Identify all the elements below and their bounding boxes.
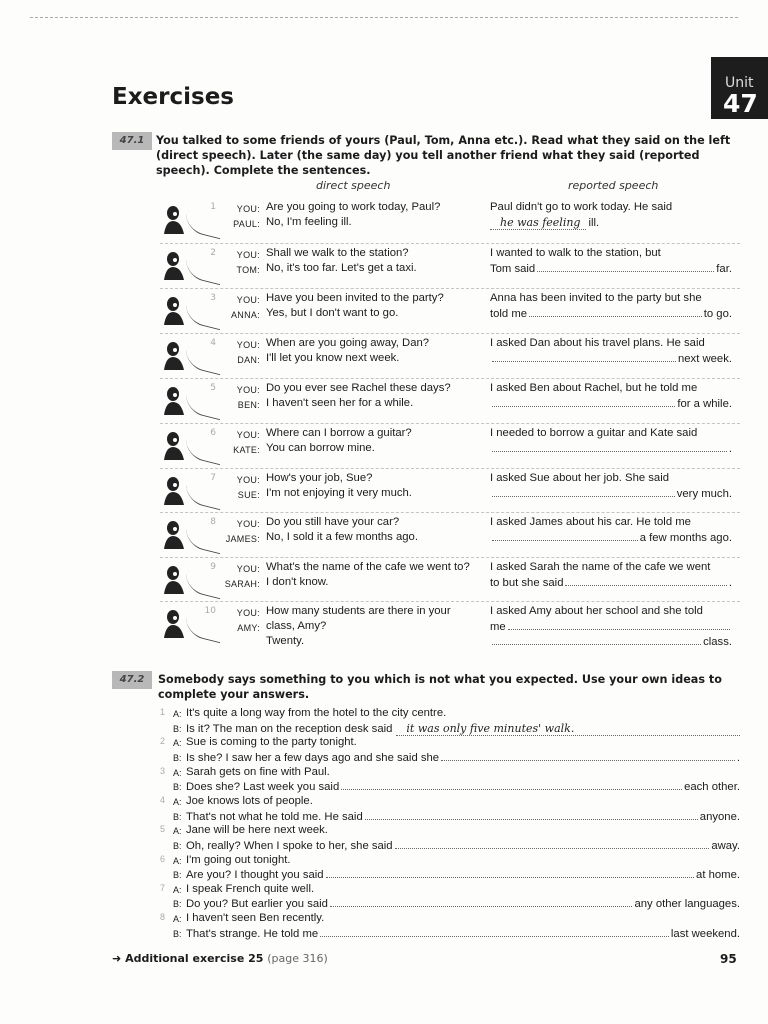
line-a-text: Sarah gets on fine with Paul. (186, 765, 330, 778)
top-rule (30, 17, 738, 18)
direct-speech-line-1: Have you been invited to the party? (266, 292, 444, 304)
handwritten-answer: it was only five minutes' walk. (396, 722, 740, 736)
reported-prefix: told me (490, 308, 528, 320)
line-b-answer[interactable] (186, 839, 740, 852)
exercise-2-line-a (160, 912, 740, 927)
speech-line (186, 440, 220, 465)
direct-speech-line-2: No, it's too far. Let's get a taxi. (266, 262, 417, 274)
item-number: 4 (210, 338, 216, 348)
reported-speech-line-1: I asked Amy about her school and she told (490, 605, 703, 617)
reported-answer-line[interactable] (490, 262, 732, 275)
line-a-text: Jane will be here next week. (186, 824, 328, 837)
exercise-2-line-a (160, 766, 740, 781)
exercise-2-line-b[interactable] (160, 868, 740, 883)
line-b-prefix: Is she? I saw her a few days ago and she said she (186, 751, 440, 764)
speaker-you: YOU: (236, 475, 260, 485)
direct-speech-line-1: Where can I borrow a guitar? (266, 427, 412, 439)
speaker-you: YOU: (236, 385, 260, 395)
exercise-1-item (160, 512, 740, 557)
answer-blank[interactable] (492, 531, 638, 541)
person-icon (162, 250, 188, 280)
speaker-friend: PAUL: (233, 219, 260, 229)
speaker-b: B: (173, 811, 182, 822)
item-number: 1 (160, 707, 166, 717)
speech-line (186, 260, 220, 285)
direct-speech-line-1: What's the name of the cafe we went to? (266, 561, 470, 573)
reported-suffix: class. (703, 636, 732, 648)
unit-label: Unit (725, 75, 754, 91)
exercise-1-item (160, 333, 740, 378)
reported-prefix: Tom said (490, 263, 536, 275)
speaker-you: YOU: (236, 519, 260, 529)
line-b-prefix: Oh, really? When I spoke to her, she said (186, 839, 393, 852)
reported-answer-line[interactable] (490, 487, 732, 500)
exercise-2-line-a (160, 824, 740, 839)
direct-speech-line-1: How's your job, Sue? (266, 472, 373, 484)
exercise-2-line-b[interactable] (160, 927, 740, 942)
line-b-prefix: That's not what he told me. He said (186, 810, 363, 823)
reported-answer-line[interactable] (490, 397, 732, 410)
line-b-answer[interactable] (186, 722, 740, 736)
direct-speech-line-1: Do you still have your car? (266, 516, 400, 528)
reported-suffix: very much. (676, 488, 732, 500)
speaker-b: B: (173, 840, 182, 851)
speech-line (186, 350, 220, 375)
exercise-number-1: 47.1 (112, 132, 152, 150)
reported-suffix: for a while. (677, 398, 732, 410)
unit-badge (711, 57, 768, 119)
speaker-friend: JAMES: (225, 534, 260, 544)
speaker-a: A: (173, 738, 182, 749)
item-number: 8 (210, 517, 216, 527)
exercise-2-line-b[interactable] (160, 897, 740, 912)
answer-blank[interactable] (492, 635, 701, 645)
direct-speech-line-1: Are you going to work today, Paul? (266, 201, 441, 213)
person-icon (162, 430, 188, 460)
answer-blank[interactable] (508, 620, 730, 630)
speaker-b: B: (173, 752, 182, 763)
line-b-answer[interactable] (186, 780, 740, 793)
exercise-2-line-b[interactable] (160, 839, 740, 854)
speech-line (186, 529, 220, 554)
line-a-text: Joe knows lots of people. (186, 794, 313, 807)
reported-answer-line[interactable] (490, 216, 732, 230)
exercise-1-item (160, 288, 740, 333)
speaker-friend: SARAH: (224, 579, 260, 589)
line-b-answer[interactable] (186, 927, 740, 940)
speaker-a: A: (173, 826, 182, 837)
answer-blank[interactable] (395, 839, 710, 849)
reported-speech-line-1: I asked Sarah the name of the cafe we went (490, 561, 711, 573)
reported-prefix: to but she said (490, 577, 564, 589)
line-b-suffix: anyone. (699, 810, 740, 823)
reported-speech-line-1: I asked James about his car. He told me (490, 516, 691, 528)
item-number: 7 (160, 882, 166, 893)
item-number: 6 (160, 853, 166, 864)
speech-line (186, 214, 220, 239)
item-number: 2 (210, 248, 216, 258)
reported-answer-line-2[interactable] (490, 635, 732, 648)
item-number: 5 (160, 824, 166, 835)
speaker-friend: ANNA: (230, 310, 260, 320)
exercise-2-line-a (160, 707, 740, 722)
item-number: 9 (210, 562, 216, 572)
line-b-suffix: last weekend. (670, 927, 740, 940)
direct-speech-line-2: I don't know. (266, 576, 329, 588)
reported-answer-line[interactable] (490, 307, 732, 320)
line-b-answer[interactable] (186, 897, 740, 910)
person-icon (162, 340, 188, 370)
reported-speech-line-1: Anna has been invited to the party but she (490, 292, 702, 304)
line-a-text: I'm going out tonight. (186, 853, 291, 866)
line-a-text: I speak French quite well. (186, 882, 315, 895)
exercise-2-line-a (160, 883, 740, 898)
line-a-text: I haven't seen Ben recently. (186, 912, 325, 925)
reported-suffix: a few months ago. (639, 532, 732, 544)
exercise-1-instruction: You talked to some friends of yours (Paul, Tom, Anna etc.). Read what they said on the left (direct speech). Later (the same day) you tell another friend what they said (reported speech). Complete the sentences. (156, 134, 731, 177)
reported-speech-line-1: I wanted to walk to the station, but (490, 247, 661, 259)
answer-blank[interactable] (492, 442, 727, 452)
line-b-prefix: Is it? The man on the reception desk said (186, 722, 393, 735)
item-number: 2 (160, 736, 166, 747)
direct-speech-line-2: No, I'm feeling ill. (266, 216, 352, 228)
exercise-number-2: 47.2 (112, 671, 152, 689)
speaker-b: B: (173, 782, 182, 793)
line-b-suffix: . (736, 751, 740, 764)
exercise-2-line-b[interactable] (160, 722, 740, 737)
speaker-a: A: (173, 796, 182, 807)
direct-speech-line-2: I'm not enjoying it very much. (266, 487, 412, 499)
exercise-1-item (160, 468, 740, 513)
direct-speech-line-2: You can borrow mine. (266, 442, 375, 454)
footer-additional-exercise[interactable] (112, 952, 328, 965)
exercise-1-item (160, 243, 740, 288)
item-number: 1 (210, 202, 216, 212)
reported-prefix: me (490, 621, 506, 633)
answer-blank[interactable] (537, 262, 714, 272)
answer-blank[interactable] (492, 352, 676, 362)
exercise-2-line-a (160, 854, 740, 869)
line-b-suffix: any other languages. (634, 898, 740, 911)
exercise-2-line-a (160, 795, 740, 810)
speaker-b: B: (173, 899, 182, 910)
exercise-1-item (160, 601, 740, 646)
reported-suffix: far. (716, 263, 732, 275)
speech-line (186, 618, 220, 643)
answer-blank[interactable] (565, 576, 726, 586)
reported-speech-line-1: I asked Ben about Rachel, but he told me (490, 382, 698, 394)
reported-answer-line[interactable] (490, 531, 732, 544)
speaker-you: YOU: (236, 340, 260, 350)
speaker-friend: KATE: (233, 445, 260, 455)
exercise-1-item (160, 557, 740, 602)
exercise-1-item (160, 198, 740, 242)
reported-suffix: . (728, 577, 732, 589)
exercise-2-instruction: Somebody says something to you which is not what you expected. Use your own ideas to complete your answers. (158, 673, 722, 701)
direct-speech-line-1: How many students are there in your (266, 605, 451, 617)
speaker-friend: SUE: (237, 490, 260, 500)
reported-suffix: . (728, 443, 732, 455)
person-icon (162, 475, 188, 505)
item-number: 3 (160, 765, 166, 776)
speaker-you: YOU: (236, 430, 260, 440)
speaker-a: A: (173, 914, 182, 925)
speech-line (186, 485, 220, 510)
speaker-you: YOU: (236, 608, 260, 618)
answer-blank[interactable] (341, 780, 682, 790)
item-number: 7 (210, 473, 216, 483)
reported-speech-line-1: I asked Sue about her job. She said (490, 472, 669, 484)
line-b-suffix: at home. (696, 869, 740, 882)
item-number: 4 (160, 794, 166, 805)
page-number: 95 (720, 952, 737, 966)
direct-speech-line-2: I'll let you know next week. (266, 352, 400, 364)
direct-speech-line-1: Do you ever see Rachel these days? (266, 382, 451, 394)
speech-line (186, 574, 220, 599)
line-b-suffix: away. (711, 839, 740, 852)
answer-blank[interactable] (441, 751, 735, 761)
speaker-b: B: (173, 723, 182, 734)
person-icon (162, 204, 188, 234)
exercise-2-line-b[interactable] (160, 780, 740, 795)
answer-blank[interactable] (365, 810, 698, 820)
line-a-text: Sue is coming to the party tonight. (186, 736, 357, 749)
speaker-you: YOU: (236, 204, 260, 214)
speaker-a: A: (173, 855, 182, 866)
exercise-1-item (160, 378, 740, 423)
direct-speech-line-1: When are you going away, Dan? (266, 337, 430, 349)
answer-blank[interactable] (320, 927, 669, 937)
line-b-answer[interactable] (186, 868, 740, 881)
line-b-answer[interactable] (186, 810, 740, 823)
exercise-2-line-b[interactable] (160, 810, 740, 825)
item-number: 8 (160, 912, 166, 923)
direct-speech-line-1b: class, Amy? (266, 620, 327, 632)
unit-number: 47 (723, 89, 758, 118)
direct-speech-line-2: Twenty. (266, 635, 305, 647)
speech-line (186, 395, 220, 420)
exercise-2-line-a (160, 736, 740, 751)
speaker-a: A: (173, 709, 182, 719)
column-reported-speech: reported speech (568, 179, 659, 192)
line-b-prefix: Are you? I thought you said (186, 869, 324, 882)
speech-line (186, 305, 220, 330)
line-b-prefix: Do you? But earlier you said (186, 898, 328, 911)
speaker-friend: AMY: (237, 623, 260, 633)
page-title: Exercises (112, 84, 234, 110)
exercise-1-item (160, 423, 740, 468)
reported-suffix: ill. (588, 217, 600, 229)
line-b-answer[interactable] (186, 751, 740, 764)
line-b-prefix: Does she? Last week you said (186, 781, 340, 794)
column-direct-speech: direct speech (316, 179, 391, 192)
speaker-b: B: (173, 870, 182, 881)
direct-speech-line-2: Yes, but I don't want to go. (266, 307, 399, 319)
reported-answer-line[interactable] (490, 352, 732, 365)
line-b-prefix: That's strange. He told me (186, 927, 319, 940)
person-icon (162, 295, 188, 325)
answer-blank[interactable] (529, 307, 702, 317)
person-icon (162, 385, 188, 415)
reported-suffix: to go. (703, 308, 732, 320)
reported-speech-line-1: Paul didn't go to work today. He said (490, 201, 673, 213)
answer-blank[interactable] (492, 397, 675, 407)
reported-speech-line-1: I needed to borrow a guitar and Kate said (490, 427, 698, 439)
answer-blank[interactable] (326, 868, 694, 878)
answer-blank[interactable] (492, 487, 675, 497)
direct-speech-line-2: I haven't seen her for a while. (266, 397, 414, 409)
item-number: 10 (204, 606, 216, 616)
speaker-friend: TOM: (236, 265, 260, 275)
direct-speech-line-1: Shall we walk to the station? (266, 247, 409, 259)
speaker-you: YOU: (236, 250, 260, 260)
line-a-text: It's quite a long way from the hotel to the city centre. (186, 707, 447, 719)
person-icon (162, 564, 188, 594)
reported-answer-line[interactable] (490, 620, 732, 633)
reported-speech-line-1: I asked Dan about his travel plans. He said (490, 337, 705, 349)
additional-exercise-label: Additional exercise 25 (125, 952, 264, 965)
handwritten-answer: he was feeling (490, 216, 586, 230)
item-number: 3 (210, 293, 216, 303)
direct-speech-line-2: No, I sold it a few months ago. (266, 531, 418, 543)
item-number: 6 (210, 428, 216, 438)
speaker-a: A: (173, 884, 182, 895)
speaker-you: YOU: (236, 295, 260, 305)
person-icon (162, 519, 188, 549)
speaker-you: YOU: (236, 564, 260, 574)
arrow-icon: ➜ (112, 952, 122, 965)
reported-suffix: next week. (677, 353, 732, 365)
item-number: 5 (210, 383, 216, 393)
speaker-b: B: (173, 928, 182, 939)
speaker-friend: DAN: (237, 355, 260, 365)
speaker-a: A: (173, 767, 182, 778)
page-reference: (page 316) (267, 952, 328, 965)
answer-blank[interactable] (330, 897, 633, 907)
person-icon (162, 608, 188, 638)
line-b-suffix: each other. (684, 781, 740, 794)
reported-answer-line[interactable] (490, 442, 732, 455)
exercise-2-line-b[interactable] (160, 751, 740, 766)
speaker-friend: BEN: (237, 400, 260, 410)
reported-answer-line[interactable] (490, 576, 732, 589)
